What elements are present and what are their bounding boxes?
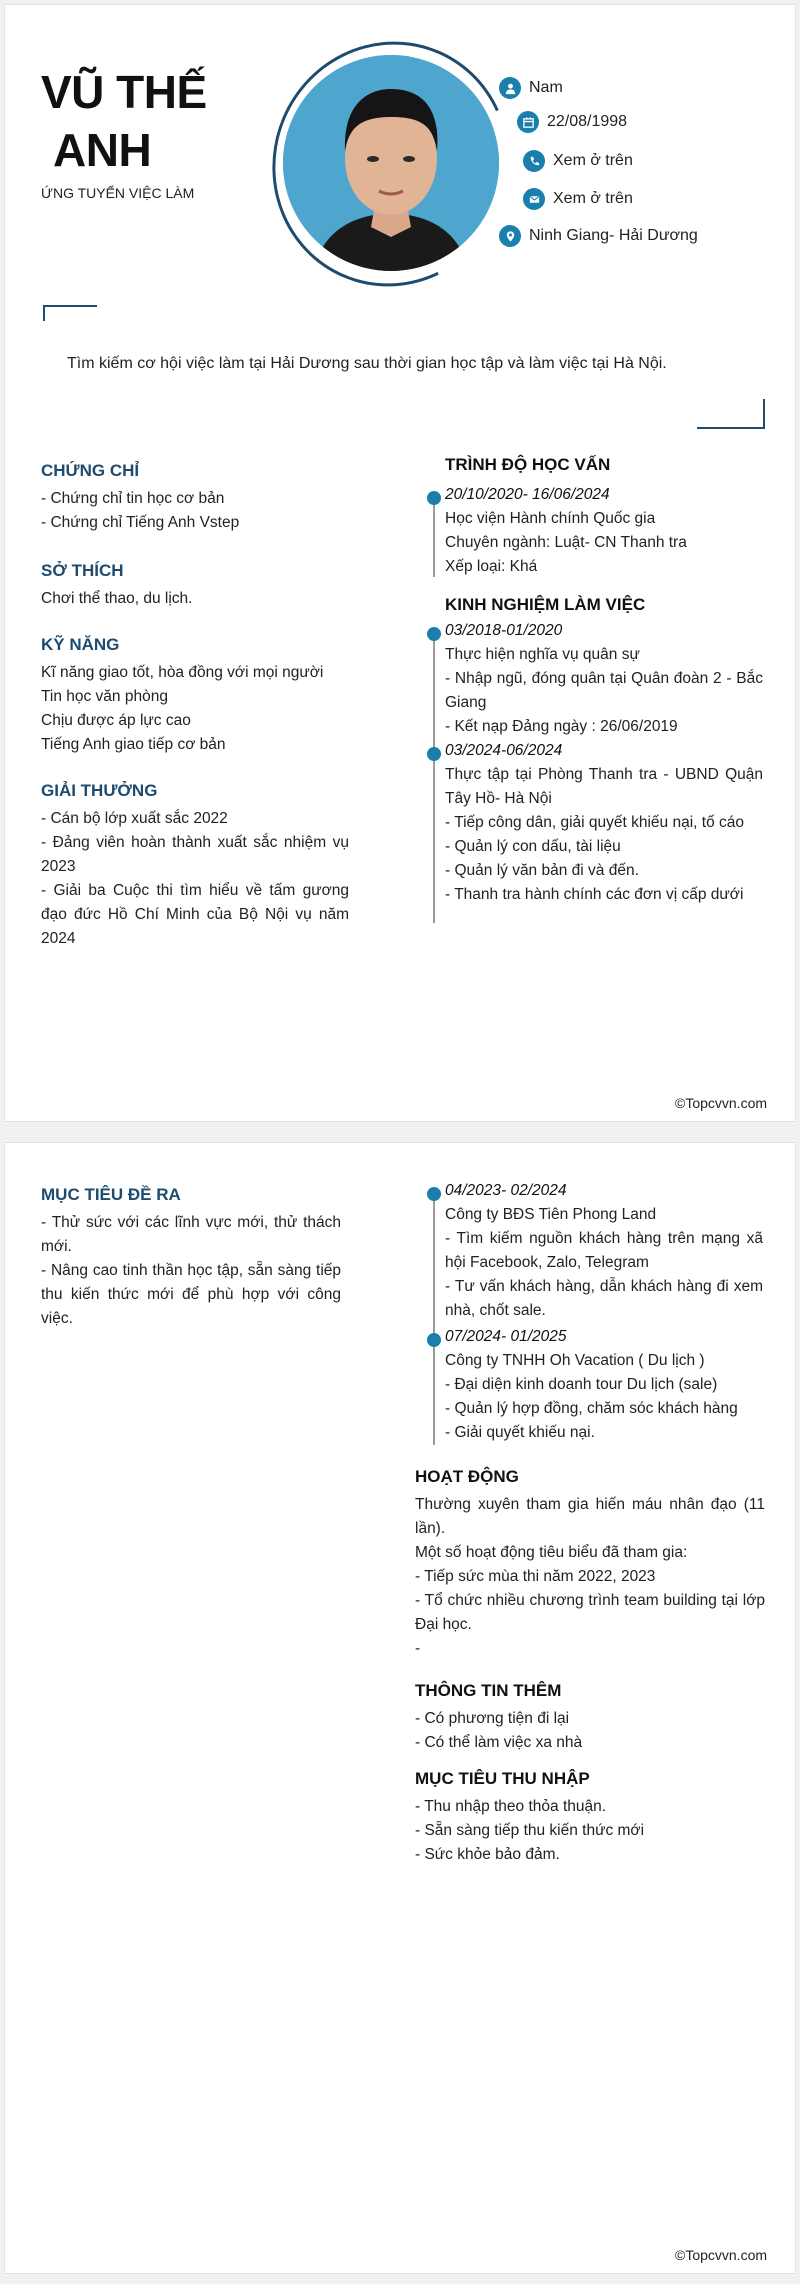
timeline-dot bbox=[427, 491, 441, 505]
experience-detail: - Nhập ngũ, đóng quân tại Quân đoàn 2 - Bắc Giang bbox=[445, 670, 763, 711]
award-item: - Đảng viên hoàn thành xuất sắc nhiệm vụ 2023 bbox=[41, 834, 349, 875]
experience-entry-3 bbox=[445, 1179, 763, 1323]
goals-list bbox=[41, 1211, 341, 1331]
decor-corner-bottom-right bbox=[697, 399, 765, 429]
person-icon bbox=[499, 77, 521, 99]
birthday-text: 22/08/1998 bbox=[547, 113, 628, 130]
experience-detail: - Tư vấn khách hàng, dẫn khách hàng đi xem nhà, chốt sale. bbox=[445, 1278, 763, 1319]
experience-detail: - Quản lý con dấu, tài liệu bbox=[445, 838, 621, 855]
experience-detail: - Tiếp công dân, giải quyết khiếu nại, tố cáo bbox=[445, 814, 745, 831]
calendar-icon bbox=[517, 111, 539, 133]
timeline-line bbox=[433, 1195, 435, 1445]
education-major: Chuyên ngành: Luật- CN Thanh tra bbox=[445, 534, 687, 551]
experience-role: Thực tập tại Phòng Thanh tra - UBND Quận Tây Hồ- Hà Nội bbox=[445, 766, 763, 807]
more-info-item: - Có phương tiện đi lại bbox=[415, 1710, 570, 1727]
contact-email bbox=[523, 188, 633, 210]
timeline-dot bbox=[427, 747, 441, 761]
footer-watermark: ©Topcvvn.com bbox=[675, 1095, 768, 1111]
name-line-1: VŨ THẾ bbox=[41, 66, 207, 118]
timeline-dot bbox=[427, 627, 441, 641]
experience-entry-4 bbox=[445, 1325, 763, 1445]
activity-item: Thường xuyên tham gia hiến máu nhân đạo (11 lần). bbox=[415, 1496, 765, 1537]
experience-entry-2 bbox=[445, 739, 763, 907]
cv-page-2 bbox=[4, 1142, 796, 2274]
experience-entry-1 bbox=[445, 619, 763, 739]
education-entry bbox=[445, 483, 765, 579]
education-date: 20/10/2020- 16/06/2024 bbox=[445, 486, 610, 503]
experience-detail: - Tìm kiếm nguồn khách hàng trên mạng xã hội Facebook, Zalo, Telegram bbox=[445, 1230, 763, 1271]
experience-detail: - Quản lý văn bản đi và đến. bbox=[445, 862, 639, 879]
contact-birthday bbox=[517, 111, 627, 133]
income-list bbox=[415, 1795, 765, 1867]
experience-heading: KINH NGHIỆM LÀM VIỆC bbox=[445, 595, 646, 614]
goals-heading: MỤC TIÊU ĐỀ RA bbox=[41, 1185, 181, 1204]
hobbies-heading: SỞ THÍCH bbox=[41, 561, 124, 580]
certificates-heading: CHỨNG CHỈ bbox=[41, 461, 140, 480]
skill-item: Tin học văn phòng bbox=[41, 688, 168, 705]
activity-item: - Tiếp sức mùa thi năm 2022, 2023 bbox=[415, 1568, 656, 1585]
hobbies-text: Chơi thể thao, du lịch. bbox=[41, 590, 193, 607]
activities-heading: HOẠT ĐỘNG bbox=[415, 1467, 519, 1486]
experience-date: 03/2024-06/2024 bbox=[445, 742, 563, 759]
income-item: - Sẵn sàng tiếp thu kiến thức mới bbox=[415, 1822, 645, 1839]
experience-date: 07/2024- 01/2025 bbox=[445, 1328, 567, 1345]
contact-address bbox=[499, 225, 698, 247]
timeline-dot bbox=[427, 1187, 441, 1201]
more-info-item: - Có thể làm việc xa nhà bbox=[415, 1734, 583, 1751]
address-text: Ninh Giang- Hải Dương bbox=[529, 227, 698, 244]
candidate-name bbox=[41, 63, 207, 179]
experience-date: 04/2023- 02/2024 bbox=[445, 1182, 567, 1199]
career-objective: Tìm kiếm cơ hội việc làm tại Hải Dương sau thời gian học tập và làm việc tại Hà Nội. bbox=[67, 355, 667, 372]
experience-role: Thực hiện nghĩa vụ quân sự bbox=[445, 646, 640, 663]
phone-text: Xem ở trên bbox=[553, 152, 633, 169]
experience-detail: - Giải quyết khiếu nại. bbox=[445, 1424, 595, 1441]
experience-detail: - Quản lý hợp đồng, chăm sóc khách hàng bbox=[445, 1400, 738, 1417]
skill-item: Tiếng Anh giao tiếp cơ bản bbox=[41, 736, 226, 753]
activity-item: Một số hoạt động tiêu biểu đã tham gia: bbox=[415, 1544, 688, 1561]
job-title: ỨNG TUYỂN VIỆC LÀM bbox=[41, 185, 195, 201]
experience-date: 03/2018-01/2020 bbox=[445, 622, 563, 639]
education-rank: Xếp loại: Khá bbox=[445, 558, 538, 575]
goal-item: - Thử sức với các lĩnh vực mới, thử thách mới. bbox=[41, 1214, 341, 1255]
timeline-line bbox=[433, 497, 435, 577]
contact-phone bbox=[523, 150, 633, 172]
profile-photo bbox=[283, 55, 499, 271]
cv-page-1 bbox=[4, 4, 796, 1122]
phone-icon bbox=[523, 150, 545, 172]
award-item: - Cán bộ lớp xuất sắc 2022 bbox=[41, 810, 228, 827]
income-item: - Sức khỏe bảo đảm. bbox=[415, 1846, 560, 1863]
experience-role: Công ty BĐS Tiên Phong Land bbox=[445, 1206, 657, 1223]
activity-item: - bbox=[415, 1640, 421, 1657]
experience-detail: - Kết nạp Đảng ngày : 26/06/2019 bbox=[445, 718, 678, 735]
awards-list bbox=[41, 807, 349, 951]
location-pin-icon bbox=[499, 225, 521, 247]
education-heading: TRÌNH ĐỘ HỌC VẤN bbox=[445, 455, 611, 474]
education-school: Học viện Hành chính Quốc gia bbox=[445, 510, 656, 527]
activities-list bbox=[415, 1493, 765, 1661]
goal-item: - Nâng cao tinh thần học tập, sẵn sàng tiếp thu kiến thức mới để phù hợp với công việc. bbox=[41, 1262, 341, 1327]
name-line-2: ANH bbox=[53, 124, 152, 176]
skill-item: Chịu được áp lực cao bbox=[41, 712, 191, 729]
awards-heading: GIẢI THƯỞNG bbox=[41, 781, 158, 800]
income-item: - Thu nhập theo thỏa thuận. bbox=[415, 1798, 607, 1815]
activity-item: - Tổ chức nhiều chương trình team building tại lớp Đại học. bbox=[415, 1592, 765, 1633]
email-text: Xem ở trên bbox=[553, 190, 633, 207]
experience-role: Công ty TNHH Oh Vacation ( Du lịch ) bbox=[445, 1352, 705, 1369]
gender-text: Nam bbox=[529, 79, 563, 96]
certificate-item: - Chứng chỉ Tiếng Anh Vstep bbox=[41, 514, 240, 531]
certificates-list bbox=[41, 487, 351, 535]
skills-list bbox=[41, 661, 361, 757]
experience-detail: - Thanh tra hành chính các đơn vị cấp dưới bbox=[445, 886, 744, 903]
more-info-heading: THÔNG TIN THÊM bbox=[415, 1681, 562, 1700]
mail-icon bbox=[523, 188, 545, 210]
contact-gender bbox=[499, 77, 563, 99]
certificate-item: - Chứng chỉ tin học cơ bản bbox=[41, 490, 225, 507]
income-heading: MỤC TIÊU THU NHẬP bbox=[415, 1769, 590, 1788]
skills-heading: KỸ NĂNG bbox=[41, 635, 120, 654]
footer-watermark: ©Topcvvn.com bbox=[675, 2247, 768, 2263]
timeline-dot bbox=[427, 1333, 441, 1347]
decor-corner-top-left bbox=[43, 305, 97, 321]
skill-item: Kĩ năng giao tốt, hòa đồng với mọi người bbox=[41, 664, 324, 681]
timeline-line bbox=[433, 633, 435, 923]
experience-detail: - Đại diện kinh doanh tour Du lịch (sale) bbox=[445, 1376, 718, 1393]
more-info-list bbox=[415, 1707, 765, 1755]
award-item: - Giải ba Cuộc thi tìm hiểu về tấm gương đạo đức Hồ Chí Minh của Bộ Nội vụ năm 2024 bbox=[41, 882, 349, 947]
